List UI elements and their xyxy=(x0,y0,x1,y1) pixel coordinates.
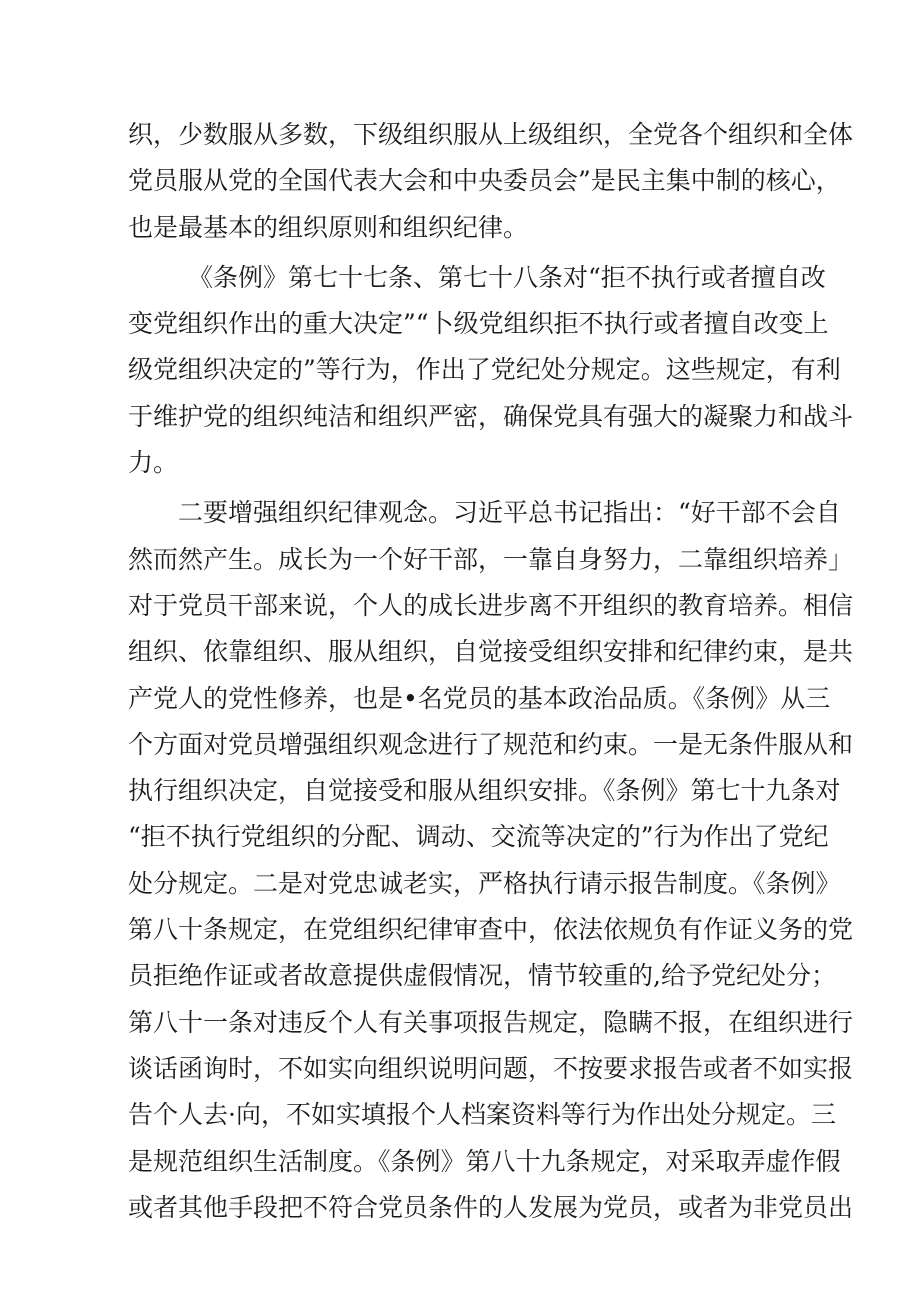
text-line: 也是最基本的组织原则和组织纪律。 xyxy=(128,212,529,242)
text-line: 第八十条规定，在党组织纪律审查中，依法依规负有作证义务的党 xyxy=(128,915,854,945)
text-line: 织，少数服从多数，下级组织服从上级组织，全党各个组织和全体 xyxy=(128,120,854,149)
text-line: 然而然产生。成长为一个好干部，一靠自身努力，二靠组织培养」 xyxy=(128,544,854,574)
text-line: 第八十一条对违反个人有关事项报告规定，隐瞒不报，在组织进行 xyxy=(128,1007,854,1037)
text-line: 执行组织决定，自觉接受和服从组织安排。《条例》第七十九条对 xyxy=(128,776,841,806)
text-line: 组织、依靠组织、服从组织，自觉接受组织安排和纪律约束，是共 xyxy=(128,637,854,667)
text-line: 变党组织作出的重大决定”“卜级党组织拒不执行或者擅自改变上 xyxy=(128,309,829,339)
text-line: 处分规定。二是对党忠诚老实，严格执行请示报告制度。《条例》 xyxy=(128,868,841,898)
text-line: 个方面对党员增强组织观念进行了规范和约束。一是无条件服从和 xyxy=(128,729,854,759)
text-line: 谈话函询时，不如实向组织说明问题，不按要求报告或者不如实报 xyxy=(128,1053,854,1083)
text-line: 级党组织决定的”等行为，作出了党纪处分规定。这些规定，有利 xyxy=(128,355,841,385)
text-line: 对于党员干部来说，个人的成长进步离不开组织的教育培养。相信 xyxy=(128,590,854,620)
document-body xyxy=(128,112,854,1231)
text-line: 产党人的党性修养，也是•名党员的基本政治品质。《条例》从三 xyxy=(128,683,831,713)
text-line: 告个人去·向，不如实填报个人档案资料等行为作出处分规定。三 xyxy=(128,1100,836,1130)
text-line: 力。 xyxy=(128,448,179,478)
text-line: 员拒绝作证或者故意提供虚假情况，情节较重的,给予党纪处分； xyxy=(128,961,836,991)
text-line: 是规范组织生活制度。《条例》第八十九条规定，对采取弄虚作假 xyxy=(128,1146,841,1176)
paragraph-2 xyxy=(128,255,854,486)
text-line: 或者其他手段把不符合党员条件的人发展为党员，或者为非党员出 xyxy=(128,1192,854,1222)
text-line: 于维护党的组织纯洁和组织严密，确保党具有强大的凝聚力和战斗 xyxy=(128,401,854,431)
paragraph-1 xyxy=(128,112,854,251)
text-line: 二要增强组织纪律观念。习近平总书记指出：“好干部不会自 xyxy=(178,498,841,528)
text-line: 《条例》第七十七条、第七十八条对“拒不执行或者擅自改 xyxy=(188,262,826,292)
text-line: “拒不执行党组织的分配、调动、交流等决定的”行为作出了党纪 xyxy=(128,822,829,852)
text-line: 党员服从党的全国代表大会和中央委员会”是民主集中制的核心， xyxy=(128,166,841,196)
paragraph-3 xyxy=(128,490,854,1231)
